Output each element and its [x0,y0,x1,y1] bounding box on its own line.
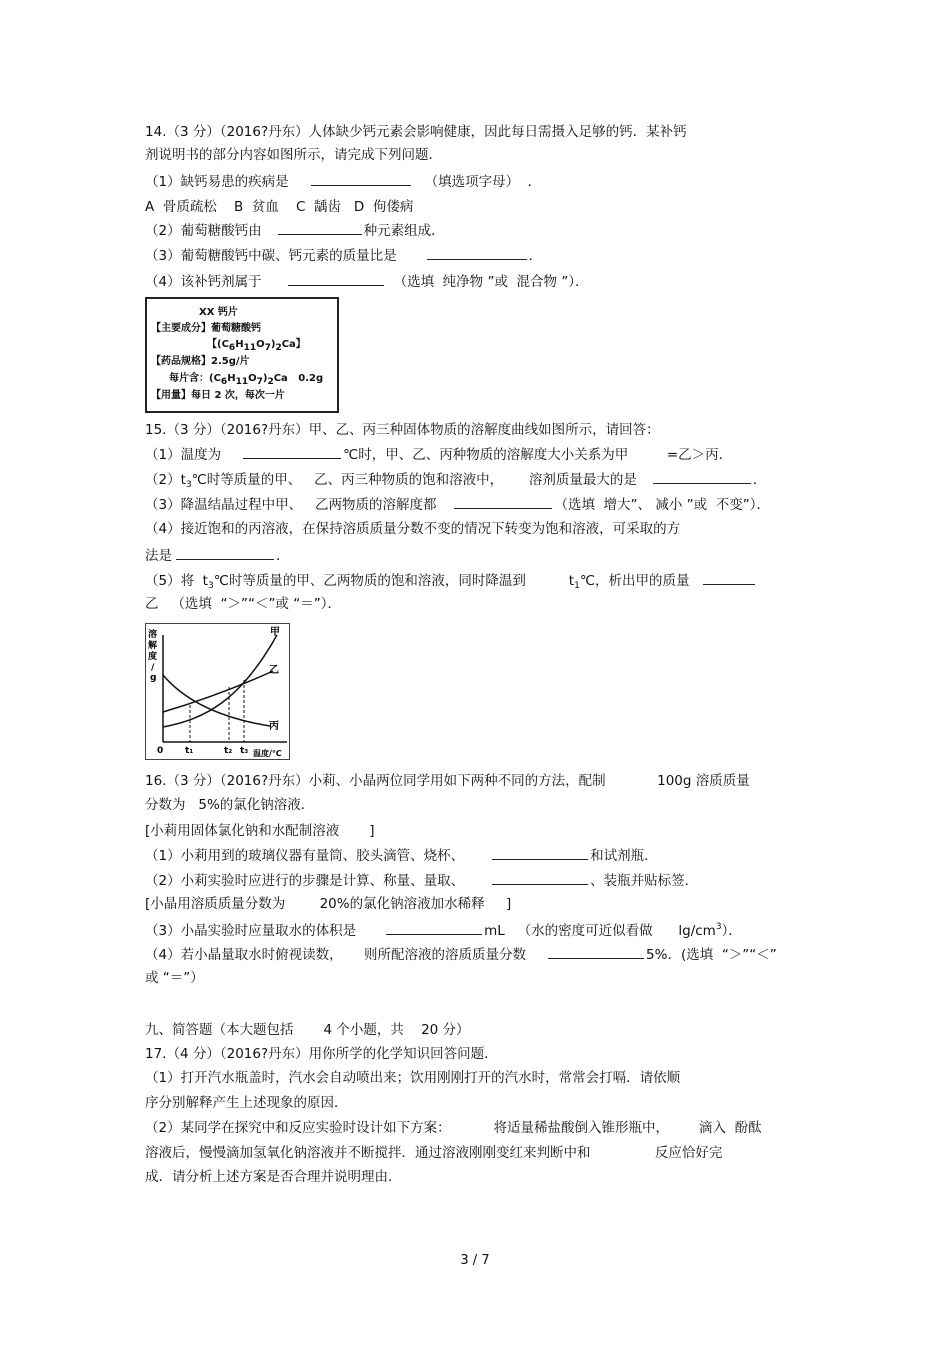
q16-part1-text: （1）小莉用到的玻璃仪器有量筒、胶头滴管、烧杯、 [145,848,465,864]
q16-section2: [小晶用溶质质量分数为 20%的氯化钠溶液加水稀释 ] [145,896,512,912]
chart-ylabel-4: g [150,673,157,683]
q14-part3-tail: ． [528,248,543,264]
answer-blank-16-4[interactable] [548,944,644,959]
per-sub-2: 2 [267,377,274,387]
q14-part3 [145,245,542,265]
label-bing: 丙 [269,721,279,732]
tick-t1: t₁ [185,746,194,756]
chart-ylabel-3: / [151,663,155,673]
answer-blank-16-1[interactable] [492,845,588,860]
label-yi: 乙 [269,665,279,676]
q16-part4b: 或 “＝”） [145,970,204,986]
answer-blank-14-4[interactable] [288,271,384,286]
q16-part1 [145,845,658,865]
label-ingredient: 【主要成分】葡萄糖酸钙 [151,323,261,334]
q15-part3-text: （3）降温结晶过程中甲、 乙两物质的溶解度都 [145,497,437,513]
q16-part3-tail: ）． [721,923,742,939]
q16-part3-text: （3）小晶实验时应量取水的体积是 [145,923,357,939]
q16-line2: 分数为 5%的氯化钠溶液． [145,797,315,813]
chart-ylabel-2: 度 [148,652,158,662]
formula-sub-6: 6 [228,343,236,353]
q17-line4: （2）某同学在探究中和反应实验时设计如下方案： 将适量稀盐酸倒入锥形瓶中， 滴入 酚酞 [145,1120,762,1136]
per-tablet-head: 每片含：(C [169,373,221,384]
q15-part2-text: ℃时等质量的甲、 乙、丙三种物质的饱和溶液中， 溶剂质量最大的是 [191,472,637,488]
q15-part2 [145,469,766,494]
answer-blank-15-1[interactable] [243,444,341,459]
q14-part1-tail: （填选项字母） ． [424,174,542,190]
q14-part4-tail: （选填 纯净物 ”或 混合物 ”）． [393,274,589,290]
q16-part4-tail: 5%．(选填 “＞”“＜” [646,947,777,963]
per-o: O [248,373,257,384]
q14-part2-text: （2）葡萄糖酸钙由 [145,223,262,239]
q15-part1 [145,444,732,464]
q15-part5b: 乙 （选填 “＞”“＜”或 “＝”）． [145,596,341,612]
q16-part4-text: （4）若小晶量取水时俯视读数， 则所配溶液的溶质质量分数 [145,947,527,963]
tick-t3: t₃ [240,746,249,756]
per-h: H [227,373,236,384]
q14-part1-text: （1）缺钙易患的疾病是 [145,174,289,190]
q14-part2 [145,220,445,240]
label-per-tablet [169,373,323,388]
q16-part2-tail: 、装瓶并贴标签． [590,873,699,889]
q15-line1: 15.（3 分）（2016?丹东）甲、乙、丙三种固体物质的溶解度曲线如图所示，请回答： [145,422,660,438]
formula-o: O [256,339,265,350]
chart-ylabel-0: 溶 [148,630,158,640]
q15-part4b-text: 法是 [145,548,172,564]
q15-part2-head: （2）t [145,472,186,488]
formula-sub-7: 7 [264,343,271,353]
q15-part3 [145,494,770,514]
label-formula [207,339,306,354]
per-sub-11: 11 [235,377,249,387]
q16-part2-text: （2）小莉实验时应进行的步骤是计算、称量、量取、 [145,873,465,889]
q16-part4 [145,944,777,964]
answer-blank-15-2[interactable] [653,469,751,484]
q14-part1 [145,171,541,191]
label-spec: 【药品规格】2.5g/片 [151,356,250,367]
q15-part1-text: （1）温度为 [145,447,222,463]
formula-open: 【(C [207,339,229,350]
q14-part3-text: （3）葡萄糖酸钙中碳、钙元素的质量比是 [145,248,397,264]
q14-line1: 14.（3 分）（2016?丹东）人体缺少钙元素会影响健康，因此每日需摄入足够的钙．某补钙 [145,124,687,140]
chart-xlabel: 温度/℃ [253,749,282,758]
answer-blank-16-3[interactable] [386,920,482,935]
q16-section1: [小莉用固体氯化钠和水配制溶液 ] [145,823,375,839]
q17-line2: （1）打开汽水瓶盖时，汽水会自动喷出来；饮用刚刚打开的汽水时，常常会打嗝．请依顺 [145,1070,681,1086]
q14-options: A 骨质疏松 B 贫血 C 龋齿 D 佝偻病 [145,199,414,215]
answer-blank-15-3[interactable] [454,494,552,509]
q14-part4 [145,271,589,291]
q16-part3-mid: mL （水的密度可近似看做 lg/cm [484,923,716,939]
answer-blank-16-2[interactable] [492,870,588,885]
per-sub-6: 6 [220,377,228,387]
per-close: ) [262,373,268,384]
chart-ylabel-1: 解 [148,641,158,651]
formula-h: H [235,339,244,350]
label-title: XX 钙片 [199,307,238,318]
q15-part4b [145,545,290,565]
label-usage: 【用量】每日 2 次，每次一片 [151,390,285,401]
q16-part3 [145,918,742,940]
q15-part5-sub2: 1 [574,581,580,591]
q15-part2-tail: ． [752,472,767,488]
per-tablet-tail: Ca 0.2g [273,373,324,384]
formula-sub-2: 2 [275,343,282,353]
answer-blank-15-4[interactable] [176,545,274,560]
q15-part5-head: （5）将 t [145,573,208,589]
formula-close: ) [270,339,276,350]
per-sub-7: 7 [256,377,263,387]
answer-blank-14-1[interactable] [311,171,411,186]
q15-part5-sub: 3 [207,581,214,591]
answer-blank-14-3[interactable] [427,245,527,260]
section9-heading: 九、简答题（本大题包括 4 个小题，共 20 分） [145,1022,470,1038]
label-jia: 甲 [270,627,280,638]
q15-part5 [145,570,757,595]
chart-origin: 0 [157,746,164,756]
q15-part4b-tail: ． [276,548,290,564]
q17-line6: 成．请分析上述方案是否合理并说明理由． [145,1169,402,1185]
supplement-label [145,297,339,413]
q15-part5-text2: ℃，析出甲的质量 [579,573,690,589]
formula-sub-11: 11 [243,343,257,353]
q17-line5: 溶液后，慢慢滴加氢氧化钠溶液并不断搅拌．通过溶液刚刚变红来判断中和 反应恰好完 [145,1145,723,1161]
q15-part5-text: ℃时等质量的甲、乙两物质的饱和溶液，同时降温到 t [213,573,575,589]
answer-blank-14-2[interactable] [278,220,362,235]
tick-t2: t₂ [224,746,233,756]
solubility-chart [145,623,290,760]
q16-line1: 16.（3 分）（2016?丹东）小莉、小晶两位同学用如下两种不同的方法，配制 100g 溶质质量 [145,773,750,789]
q14-part2-tail: 种元素组成． [363,223,445,239]
q14-part4-text: （4）该补钙剂属于 [145,274,262,290]
q16-part3-sup: 3 [715,922,722,932]
q14-line2: 剂说明书的部分内容如图所示，请完成下列问题． [145,147,442,163]
q15-part1-tail: ℃时，甲、乙、丙种物质的溶解度大小关系为甲 =乙＞丙． [343,447,733,463]
formula-ca: Ca】 [281,339,306,350]
q15-part3-tail: （选填 增大”、 减小 ”或 不变”）． [554,497,770,513]
page-number: 3 / 7 [460,1253,490,1268]
q15-part4: （4）接近饱和的丙溶液，在保持溶质质量分数不变的情况下转变为饱和溶液，可采取的方 [145,521,681,537]
answer-blank-15-5[interactable] [703,570,755,585]
q16-part1-tail: 和试剂瓶． [590,848,658,864]
q17-line1: 17.（4 分）（2016?丹东）用你所学的化学知识回答问题． [145,1046,498,1062]
q15-part2-sub: 3 [185,480,192,490]
q17-line3: 序分别解释产生上述现象的原因． [145,1095,348,1111]
q16-part2 [145,870,698,890]
